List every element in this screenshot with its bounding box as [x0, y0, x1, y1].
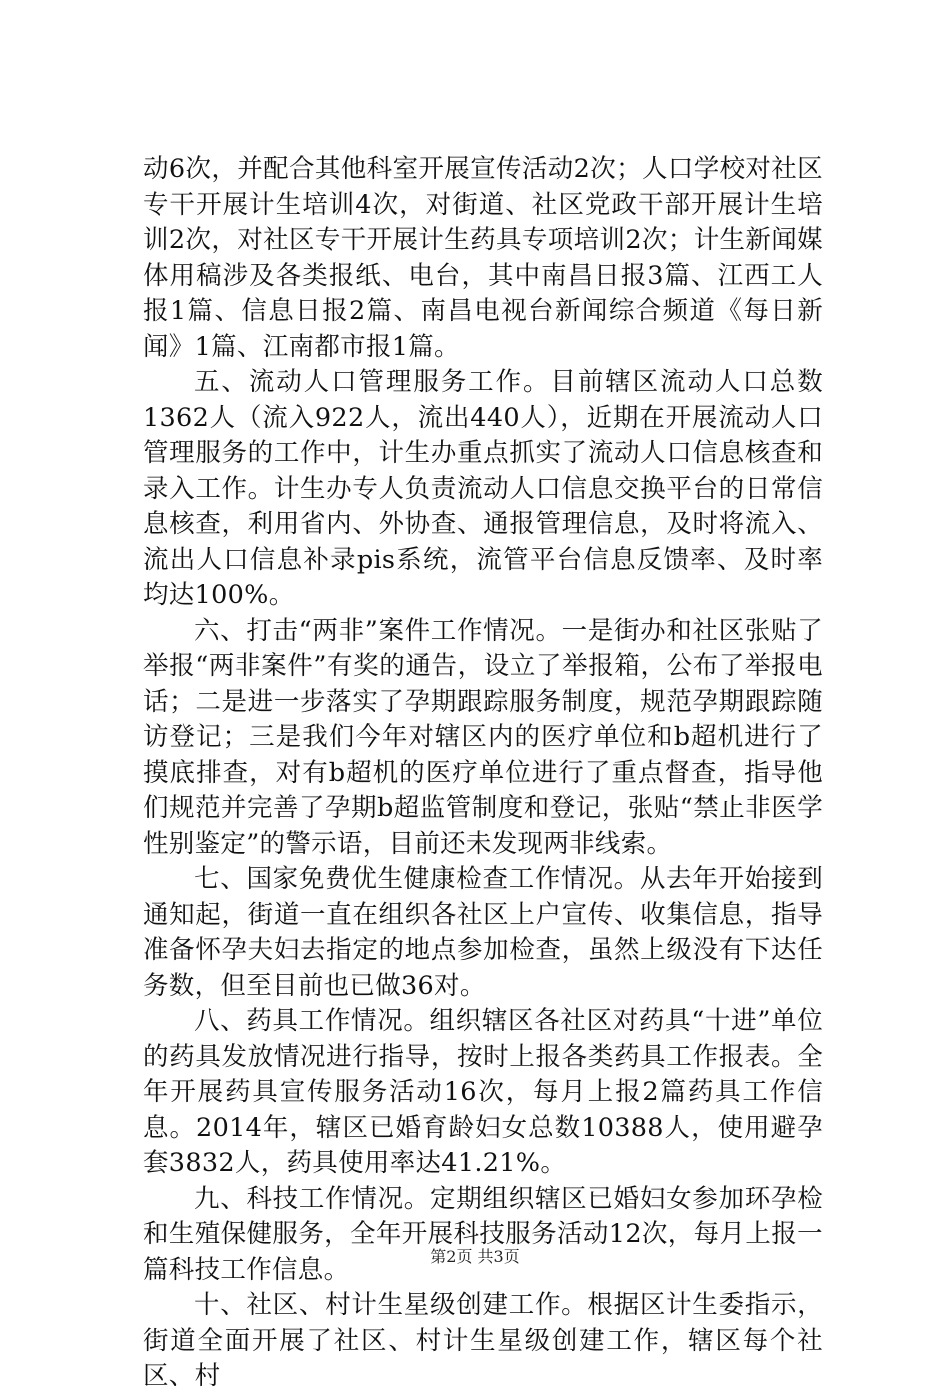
- paragraph-section-9: 九、科技工作情况。定期组织辖区已婚妇女参加环孕检和生殖保健服务，全年开展科技服务活动12次，每月上报一篇科技工作信息。: [143, 1183, 823, 1285]
- paragraph-section-10: 十、社区、村计生星级创建工作。根据区计生委指示，街道全面开展了社区、村计生星级创建工作，辖区每个社区、村: [143, 1290, 823, 1391]
- page-footer: [0, 1244, 950, 1267]
- paragraph-section-5: 五、流动人口管理服务工作。目前辖区流动人口总数1362人（流入922人，流出440人），近期在开展流动人口管理服务的工作中，计生办重点抓实了流动人口信息核查和录入工作。计生办专人负责流动人口信息交换平台的日常信息核查，利用省内、外协查、通报管理信息，及时将流入、流出人口信息补录pis系统，流管平台信息反馈率、及时率均达100%。: [143, 367, 823, 610]
- paragraph-section-8: 八、药具工作情况。组织辖区各社区对药具“十进”单位的药具发放情况进行指导，按时上报各类药具工作报表。全年开展药具宣传服务活动16次，每月上报2篇药具工作信息。2014年，辖区已婚育龄妇女总数10388人，使用避孕套3832人，药具使用率达41.21%。: [143, 1006, 823, 1178]
- page-number-label: 第2页 共3页: [430, 1247, 520, 1266]
- paragraph-section-6: 六、打击“两非”案件工作情况。一是街办和社区张贴了举报“两非案件”有奖的通告，设立了举报箱，公布了举报电话；二是进一步落实了孕期跟踪服务制度，规范孕期跟踪随访登记；三是我们今年对辖区内的医疗单位和b超机进行了摸底排查，对有b超机的医疗单位进行了重点督查，指导他们规范并完善了孕期b超监管制度和登记，张贴“禁止非医学性别鉴定”的警示语，目前还未发现两非线索。: [143, 615, 823, 859]
- paragraph-section-7: 七、国家免费优生健康检查工作情况。从去年开始接到通知起，街道一直在组织各社区上户宣传、收集信息，指导准备怀孕夫妇去指定的地点参加检查，虽然上级没有下达任务数，但至目前也已做36对。: [143, 864, 823, 1001]
- paragraph-continuation: 动6次，并配合其他科室开展宣传活动2次；人口学校对社区专干开展计生培训4次，对街道、社区党政干部开展计生培训2次，对社区专干开展计生药具专项培训2次；计生新闻媒体用稿涉及各类报纸、电台，其中南昌日报3篇、江西工人报1篇、信息日报2篇、南昌电视台新闻综合频道《每日新闻》1篇、江南都市报1篇。: [143, 154, 823, 362]
- document-body: [143, 152, 823, 1395]
